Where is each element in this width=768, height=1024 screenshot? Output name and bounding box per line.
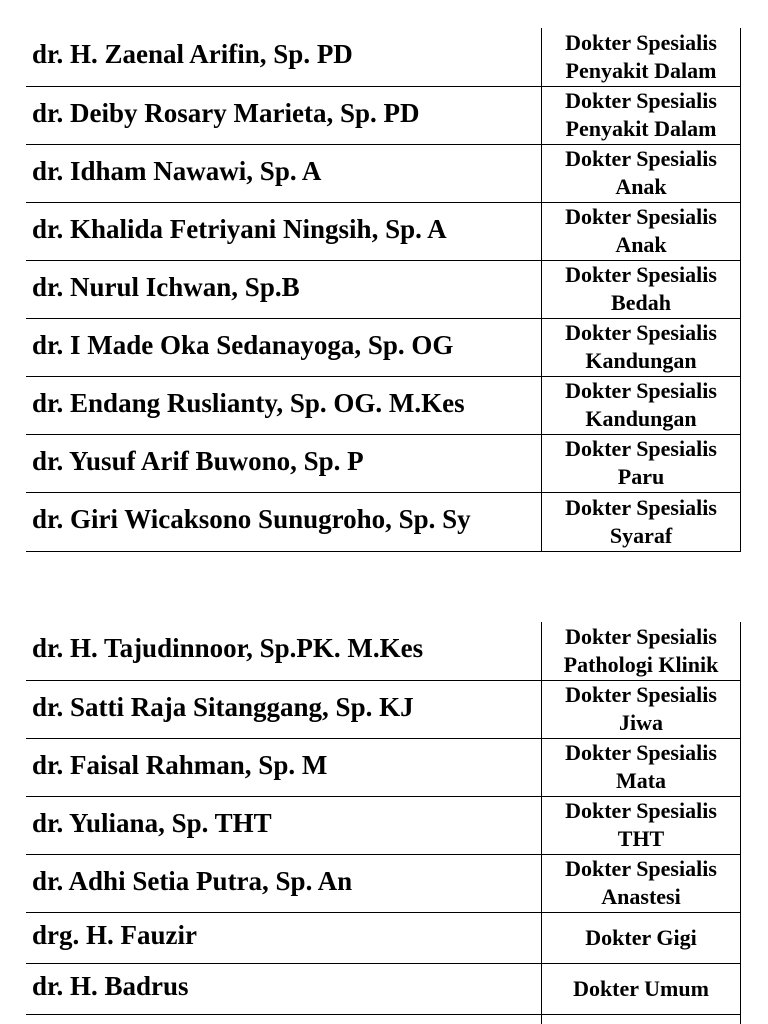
doctor-name: dr. Khalida Fetriyani Ningsih, Sp. A — [32, 213, 447, 244]
doctor-specialty — [542, 202, 741, 260]
doctor-name: dr. Faisal Rahman, Sp. M — [32, 749, 328, 780]
specialty-line-2: Pathologi Klinik — [563, 651, 719, 677]
specialty-line-2: Penyakit Dalam — [565, 116, 717, 141]
doctor-table-2 — [26, 622, 741, 1024]
doctor-specialty — [542, 376, 741, 434]
specialty-line-1: Dokter Spesialis — [565, 682, 717, 707]
doctor-specialty — [542, 492, 741, 551]
table-row — [26, 738, 741, 796]
specialty-line-2: Bedah — [611, 290, 671, 315]
table-row — [26, 622, 741, 680]
doctor-name: dr. H. Badrus — [32, 971, 189, 1001]
doctor-specialty — [542, 912, 741, 963]
doctor-specialty — [542, 963, 741, 1014]
doctor-specialty — [542, 680, 741, 738]
doctor-specialty-empty — [542, 1014, 741, 1024]
doctor-name: dr. Yusuf Arif Buwono, Sp. P — [32, 445, 364, 476]
table-row-partial — [26, 1014, 741, 1024]
doctor-name: dr. Nurul Ichwan, Sp.B — [32, 271, 300, 302]
specialty-line-2: Kandungan — [585, 406, 697, 431]
table-row — [26, 796, 741, 854]
doctor-name: dr. H. Zaenal Arifin, Sp. PD — [32, 39, 353, 70]
specialty-line-2: Paru — [617, 464, 665, 489]
doctor-specialty — [542, 622, 741, 680]
table-row — [26, 28, 741, 86]
doctor-name: dr. Giri Wicaksono Sunugroho, Sp. Sy — [32, 504, 471, 534]
specialty-line-1: Dokter Spesialis — [565, 856, 717, 881]
specialty-line-1: Dokter Spesialis — [565, 204, 717, 229]
specialty-line-2: Penyakit Dalam — [565, 57, 717, 83]
table-row — [26, 260, 741, 318]
specialty-line-2: Jiwa — [619, 710, 663, 735]
doctor-name: dr. Satti Raja Sitanggang, Sp. KJ — [32, 691, 414, 722]
table-row — [26, 144, 741, 202]
specialty-line-1: Dokter Spesialis — [565, 436, 717, 461]
specialty-line-1: Dokter Spesialis — [565, 146, 717, 171]
table-row — [26, 202, 741, 260]
table-row — [26, 86, 741, 144]
table-row — [26, 434, 741, 492]
doctor-name: dr. Deiby Rosary Marieta, Sp. PD — [32, 97, 420, 128]
table-row — [26, 854, 741, 912]
table-row — [26, 963, 741, 1014]
doctor-specialty — [542, 86, 741, 144]
doctor-name: dr. I Made Oka Sedanayoga, Sp. OG — [32, 329, 454, 360]
specialty-line-2: Anak — [615, 232, 667, 257]
specialty-line-1: Dokter Gigi — [585, 924, 697, 950]
specialty-line-1: Dokter Spesialis — [565, 798, 717, 823]
specialty-line-1: Dokter Spesialis — [565, 29, 717, 55]
specialty-line-1: Dokter Spesialis — [565, 378, 717, 403]
table-row — [26, 680, 741, 738]
specialty-line-1: Dokter Spesialis — [565, 740, 717, 765]
specialty-line-2: Syaraf — [609, 522, 673, 548]
doctor-name-empty — [26, 1014, 542, 1024]
specialty-line-2: THT — [617, 826, 665, 851]
specialty-line-1: Dokter Umum — [573, 975, 709, 1001]
specialty-line-1: Dokter Spesialis — [565, 494, 717, 520]
specialty-line-1: Dokter Spesialis — [565, 88, 717, 113]
doctor-name: dr. H. Tajudinnoor, Sp.PK. M.Kes — [32, 633, 424, 664]
doctor-specialty — [542, 260, 741, 318]
doctor-specialty — [542, 434, 741, 492]
table-row — [26, 912, 741, 963]
specialty-line-2: Mata — [615, 768, 667, 793]
doctor-table-1 — [26, 28, 741, 552]
doctor-specialty — [542, 796, 741, 854]
doctor-name: dr. Endang Ruslianty, Sp. OG. M.Kes — [32, 387, 465, 418]
specialty-line-1: Dokter Spesialis — [565, 320, 717, 345]
specialty-line-2: Anak — [615, 174, 667, 199]
doctor-name: dr. Idham Nawawi, Sp. A — [32, 155, 322, 186]
table-row — [26, 318, 741, 376]
specialty-line-2: Kandungan — [585, 348, 697, 373]
table-row — [26, 376, 741, 434]
doctor-specialty — [542, 738, 741, 796]
doctor-specialty — [542, 318, 741, 376]
doctor-specialty — [542, 854, 741, 912]
doctor-specialty — [542, 28, 741, 86]
doctor-name: dr. Yuliana, Sp. THT — [32, 807, 272, 838]
doctor-specialty — [542, 144, 741, 202]
table-row — [26, 492, 741, 551]
doctor-name: drg. H. Fauzir — [32, 920, 197, 950]
specialty-line-1: Dokter Spesialis — [565, 262, 717, 287]
specialty-line-2: Anastesi — [601, 884, 681, 909]
doctor-name: dr. Adhi Setia Putra, Sp. An — [32, 865, 353, 896]
specialty-line-1: Dokter Spesialis — [565, 623, 717, 649]
